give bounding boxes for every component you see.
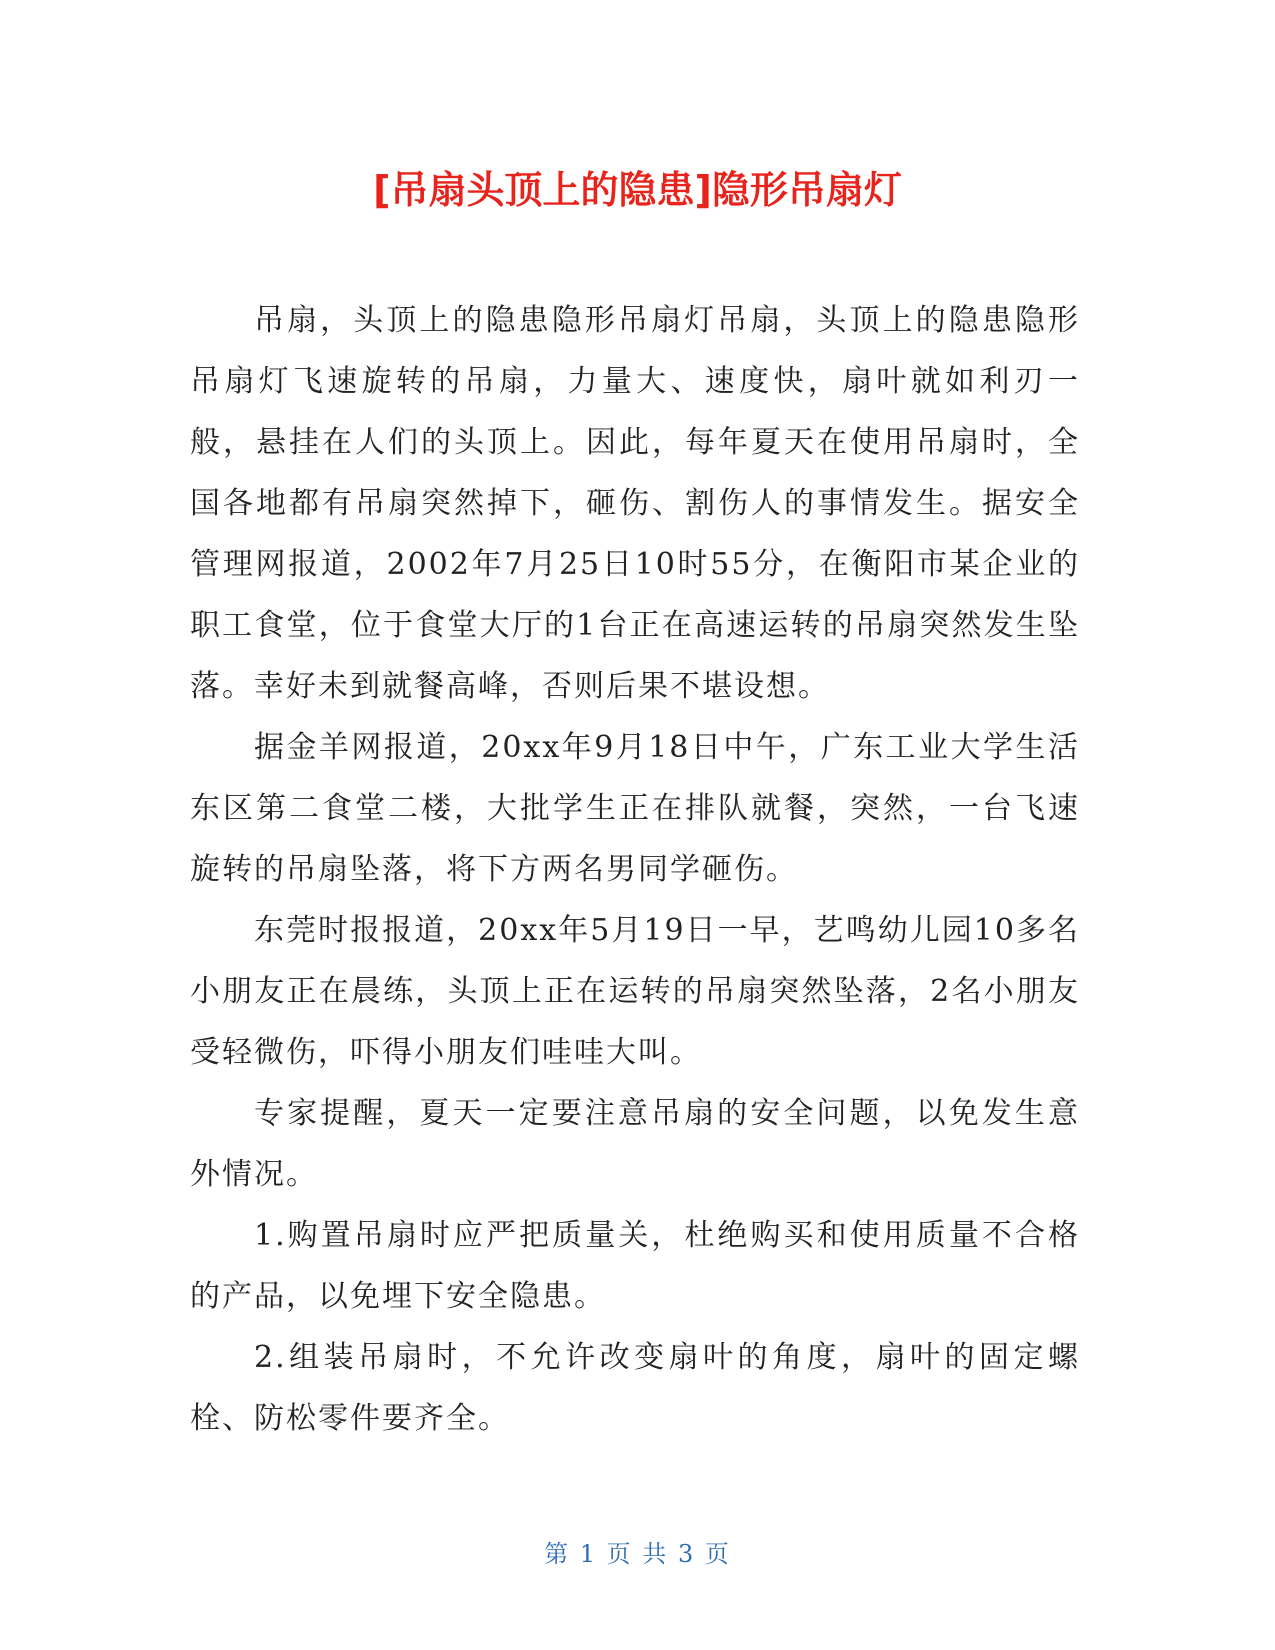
list-item: 2.组装吊扇时，不允许改变扇叶的角度，扇叶的固定螺栓、防松零件要齐全。 [190,1340,1080,1436]
paragraph: 据金羊网报道，20xx年9月18日中午，广东工业大学生活东区第二食堂二楼，大批学生正在排队就餐，突然，一台飞速旋转的吊扇坠落，将下方两名男同学砸伤。 [190,730,1080,887]
document-title: [吊扇头顶上的隐患]隐形吊扇灯 [373,168,902,212]
document-body [190,290,1080,1449]
page-footer [0,1538,1275,1570]
paragraph: 专家提醒，夏天一定要注意吊扇的安全问题，以免发生意外情况。 [190,1096,1080,1192]
list-item: 1.购置吊扇时应严把质量关，杜绝购买和使用质量不合格的产品，以免埋下安全隐患。 [190,1218,1080,1314]
paragraph: 吊扇，头顶上的隐患隐形吊扇灯吊扇，头顶上的隐患隐形吊扇灯飞速旋转的吊扇，力量大、速度快，扇叶就如利刃一般，悬挂在人们的头顶上。因此，每年夏天在使用吊扇时，全国各地都有吊扇突然掉下，砸伤、割伤人的事情发生。据安全管理网报道，2002年7月25日10时55分，在衡阳市某企业的职工食堂，位于食堂大厅的1台正在高速运转的吊扇突然发生坠落。幸好未到就餐高峰，否则后果不堪设想。 [190,303,1080,704]
page-number: 第 1 页 共 3 页 [544,1540,731,1568]
paragraph: 东莞时报报道，20xx年5月19日一早，艺鸣幼儿园10多名小朋友正在晨练，头顶上正在运转的吊扇突然坠落，2名小朋友受轻微伤，吓得小朋友们哇哇大叫。 [190,913,1080,1070]
